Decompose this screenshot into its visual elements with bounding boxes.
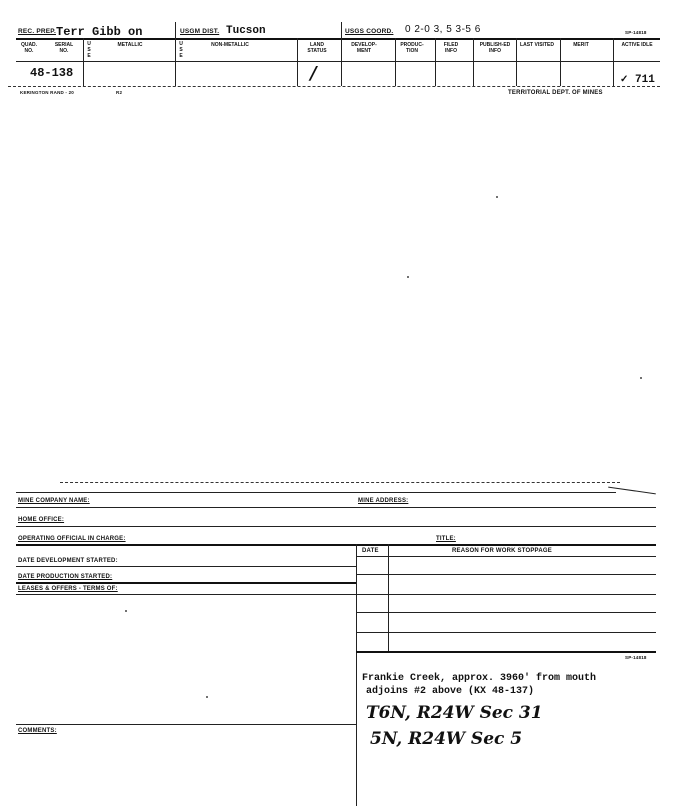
mine-name-curve bbox=[608, 487, 656, 495]
col-production: PRODUC-TION bbox=[400, 42, 424, 54]
divider bbox=[175, 22, 176, 38]
stoppage-date-label: DATE bbox=[362, 548, 379, 554]
divider bbox=[297, 38, 298, 86]
quad-serial-value: 48-138 bbox=[30, 66, 74, 80]
card-footer-code: R2 bbox=[116, 90, 123, 95]
active-idle-check: ✓ bbox=[620, 74, 629, 85]
stoppage-row-rule bbox=[356, 594, 656, 595]
mine-address-label: MINE ADDRESS: bbox=[358, 498, 409, 504]
date-production-label: DATE PRODUCTION STARTED: bbox=[18, 574, 113, 580]
mine-name-rule-top bbox=[16, 492, 616, 493]
form-number-top: SP-14818 bbox=[625, 30, 647, 35]
col-metallic: METALLIC bbox=[117, 42, 143, 48]
speck bbox=[206, 696, 208, 698]
card-footer-right: TERRITORIAL DEPT. OF MINES bbox=[508, 90, 603, 96]
row-rule bbox=[16, 594, 356, 595]
operating-official-label: OPERATING OFFICIAL IN CHARGE: bbox=[18, 536, 126, 542]
col-non-metallic: NON-METALLIC bbox=[211, 42, 249, 48]
stoppage-row-rule bbox=[356, 632, 656, 633]
stoppage-table-left bbox=[356, 544, 357, 806]
stoppage-table-date-col bbox=[388, 544, 389, 652]
top-card bbox=[0, 0, 678, 100]
home-office-label: HOME OFFICE: bbox=[18, 517, 65, 523]
col-merit: MERIT bbox=[573, 42, 589, 48]
divider bbox=[341, 22, 342, 86]
land-status-mark: / bbox=[310, 63, 317, 84]
speck bbox=[640, 377, 642, 379]
speck bbox=[407, 276, 409, 278]
col-filed-info: FILED INFO bbox=[443, 42, 459, 54]
mine-company-name-label: MINE COMPANY NAME: bbox=[18, 498, 90, 504]
col-serial: SERIAL NO. bbox=[54, 42, 74, 54]
card-bottom-rule bbox=[8, 86, 660, 87]
divider bbox=[395, 38, 396, 86]
divider bbox=[560, 38, 561, 86]
stoppage-reason-label: REASON FOR WORK STOPPAGE bbox=[452, 548, 552, 554]
divider bbox=[516, 38, 517, 86]
form-number-bottom: SP-14818 bbox=[625, 655, 647, 660]
title-label: TITLE: bbox=[436, 536, 456, 542]
speck bbox=[125, 610, 127, 612]
divider bbox=[613, 38, 614, 86]
date-development-label: DATE DEVELOPMENT STARTED: bbox=[18, 558, 118, 564]
row-rule bbox=[16, 507, 656, 508]
note-line-1: Frankie Creek, approx. 3960' from mouth bbox=[362, 673, 597, 684]
divider bbox=[83, 38, 84, 86]
usgs-coord-label: USGS COORD. bbox=[345, 28, 394, 35]
active-idle-value: 711 bbox=[635, 74, 655, 86]
header-rule bbox=[16, 38, 660, 40]
col-active-idle: ACTIVE IDLE bbox=[621, 42, 653, 48]
col-development: DEVELOP-MENT bbox=[351, 42, 377, 54]
stoppage-row-rule bbox=[356, 556, 656, 557]
row-rule bbox=[16, 566, 356, 567]
divider bbox=[473, 38, 474, 86]
leases-label: LEASES & OFFERS - TERMS OF: bbox=[18, 586, 118, 592]
usgm-dist-value: Tucson bbox=[226, 25, 266, 37]
note-line-2: adjoins #2 above (KX 48-137) bbox=[366, 686, 535, 697]
row-rule bbox=[16, 526, 656, 527]
rec-prep-value: Terr Gibb on bbox=[56, 25, 143, 39]
col-quad: QUAD. NO. bbox=[20, 42, 38, 54]
comments-rule bbox=[16, 724, 356, 725]
col-published-info: PUBLISH-ED INFO bbox=[479, 42, 511, 54]
divider bbox=[175, 38, 176, 86]
card-footer-left: KERINGTON RAND - 20 bbox=[20, 90, 74, 95]
stoppage-row-rule bbox=[356, 651, 656, 653]
comments-label: COMMENTS: bbox=[18, 728, 57, 734]
col-use-metallic: U S E bbox=[87, 41, 91, 59]
row-rule bbox=[16, 544, 656, 546]
speck bbox=[496, 196, 498, 198]
handwritten-note-2: 5N, R24W Sec 5 bbox=[370, 729, 523, 749]
usgs-coord-value: 0 2-0 3, 5 3-5 6 bbox=[405, 24, 481, 35]
handwritten-note-1: T6N, R24W Sec 31 bbox=[366, 703, 543, 723]
col-land-status: LAND STATUS bbox=[307, 42, 327, 54]
col-last-visited: LAST VISITED bbox=[520, 42, 554, 48]
divider bbox=[435, 38, 436, 86]
stoppage-row-rule bbox=[356, 612, 656, 613]
bottom-card bbox=[0, 470, 678, 812]
col-use-nonmetallic: U S E bbox=[179, 41, 183, 59]
rec-prep-label: REC. PREP. bbox=[18, 28, 57, 35]
row-rule bbox=[16, 582, 356, 584]
stoppage-row-rule bbox=[356, 574, 656, 575]
bottom-card-top-rule bbox=[60, 482, 620, 483]
usgm-dist-label: USGM DIST. bbox=[180, 28, 220, 35]
column-header-rule bbox=[16, 61, 660, 62]
